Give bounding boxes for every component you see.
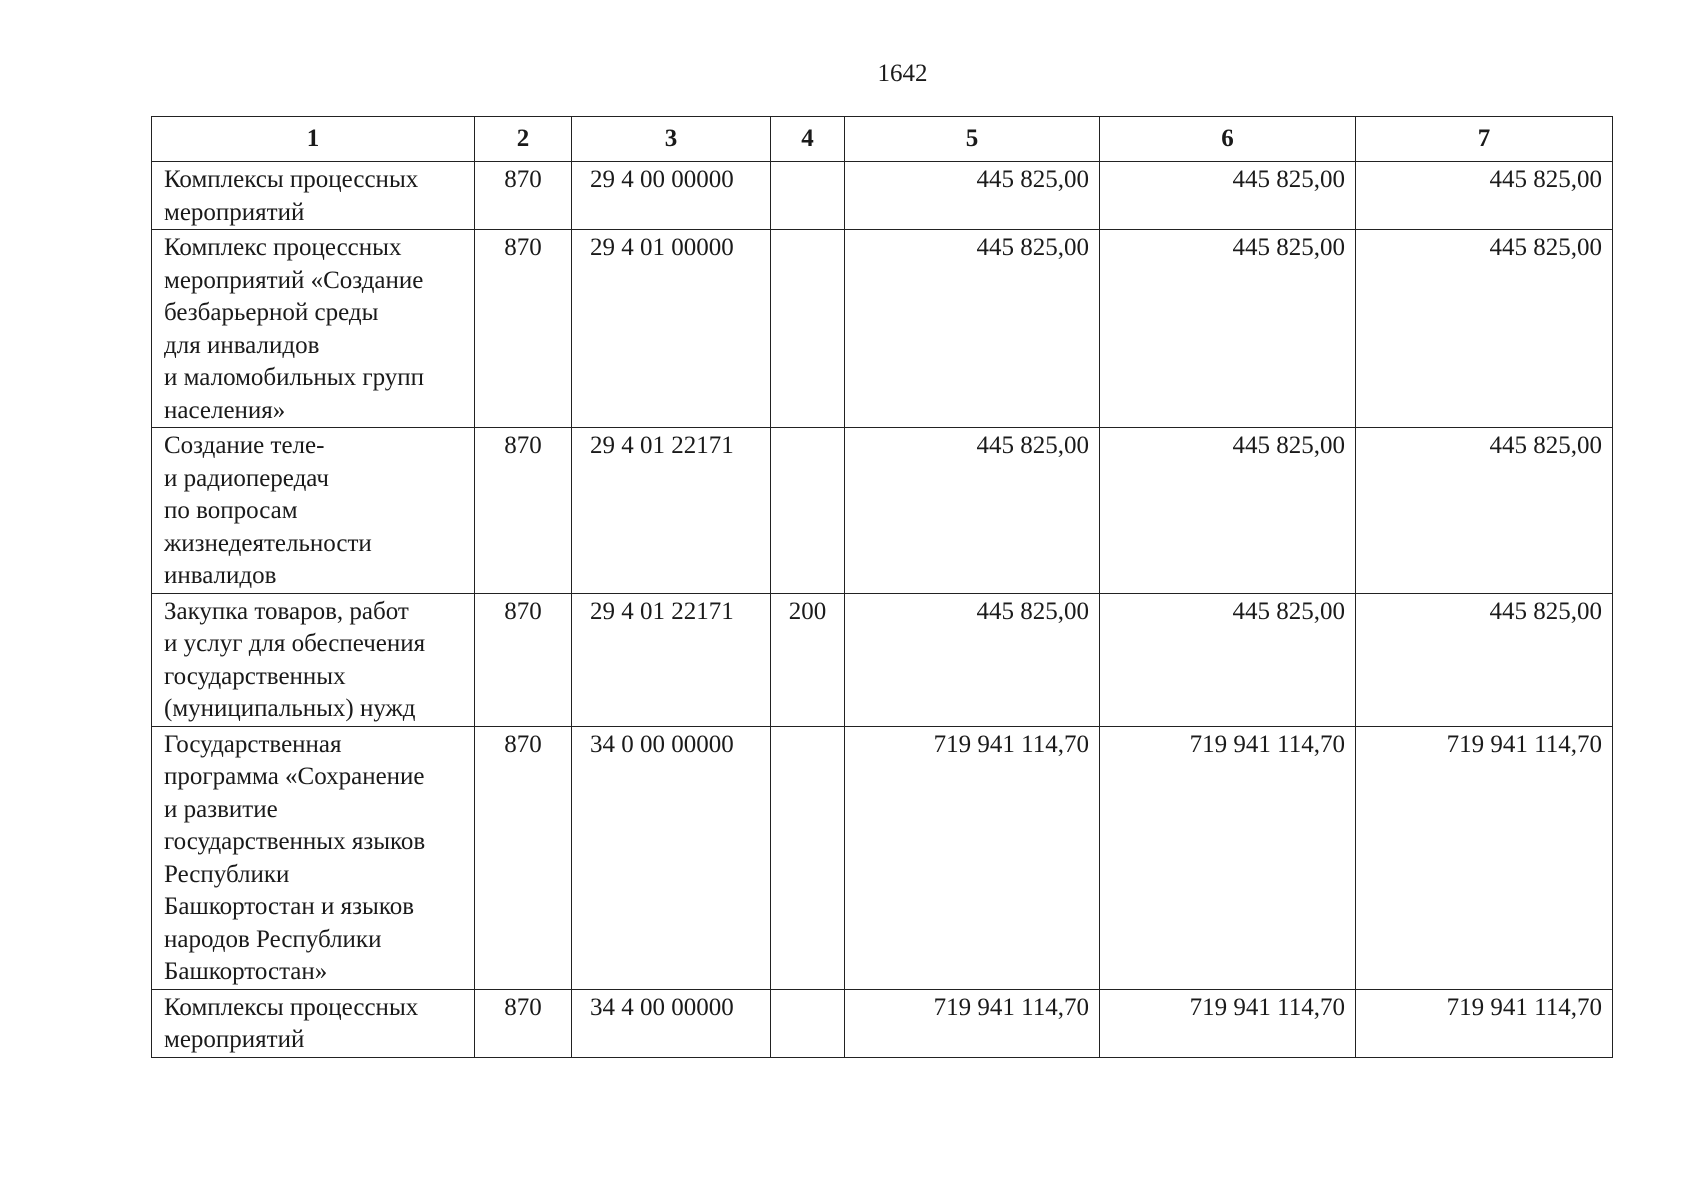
row-ministry-code: 870 (475, 593, 572, 726)
row-amount-1: 445 825,00 (845, 162, 1100, 230)
row-name: Создание теле- и радиопередач по вопросам жизнедеятельности инвалидов (152, 428, 475, 594)
page-number: 1642 (877, 60, 928, 87)
row-amount-2: 719 941 114,70 (1100, 989, 1356, 1057)
row-target-code: 29 4 01 22171 (572, 428, 771, 594)
row-target-code: 29 4 00 00000 (572, 162, 771, 230)
row-amount-1: 445 825,00 (845, 428, 1100, 594)
row-name: Комплексы процессных мероприятий (152, 162, 475, 230)
row-expense-type (771, 230, 845, 428)
row-amount-3: 719 941 114,70 (1356, 726, 1613, 989)
header-row (152, 117, 1613, 162)
table-row (152, 726, 1613, 989)
header-col-3: 3 (572, 117, 771, 162)
row-amount-3: 719 941 114,70 (1356, 989, 1613, 1057)
row-amount-2: 445 825,00 (1100, 593, 1356, 726)
row-expense-type: 200 (771, 593, 845, 726)
row-ministry-code: 870 (475, 162, 572, 230)
header-col-7: 7 (1356, 117, 1613, 162)
row-expense-type (771, 428, 845, 594)
row-target-code: 29 4 01 22171 (572, 593, 771, 726)
row-expense-type (771, 162, 845, 230)
table-row (152, 593, 1613, 726)
row-name: Комплексы процессных мероприятий (152, 989, 475, 1057)
row-amount-2: 719 941 114,70 (1100, 726, 1356, 989)
header-col-5: 5 (845, 117, 1100, 162)
row-name: Комплекс процессных мероприятий «Создание безбарьерной среды для инвалидов и маломобильных групп населения» (152, 230, 475, 428)
row-amount-3: 445 825,00 (1356, 428, 1613, 594)
table-row (152, 162, 1613, 230)
table-row (152, 230, 1613, 428)
table-row (152, 428, 1613, 594)
row-ministry-code: 870 (475, 230, 572, 428)
row-amount-3: 445 825,00 (1356, 162, 1613, 230)
row-ministry-code: 870 (475, 989, 572, 1057)
header-col-4: 4 (771, 117, 845, 162)
row-amount-1: 445 825,00 (845, 593, 1100, 726)
header-col-1: 1 (152, 117, 475, 162)
row-amount-2: 445 825,00 (1100, 162, 1356, 230)
row-target-code: 34 0 00 00000 (572, 726, 771, 989)
row-target-code: 29 4 01 00000 (572, 230, 771, 428)
row-amount-3: 445 825,00 (1356, 593, 1613, 726)
row-name: Закупка товаров, работ и услуг для обеспечения государственных (муниципальных) нужд (152, 593, 475, 726)
budget-table (151, 116, 1613, 1058)
row-ministry-code: 870 (475, 726, 572, 989)
row-amount-1: 719 941 114,70 (845, 726, 1100, 989)
row-amount-1: 719 941 114,70 (845, 989, 1100, 1057)
row-amount-3: 445 825,00 (1356, 230, 1613, 428)
row-expense-type (771, 989, 845, 1057)
header-col-2: 2 (475, 117, 572, 162)
row-ministry-code: 870 (475, 428, 572, 594)
table-row (152, 989, 1613, 1057)
row-amount-2: 445 825,00 (1100, 428, 1356, 594)
row-amount-2: 445 825,00 (1100, 230, 1356, 428)
row-name: Государственная программа «Сохранение и развитие государственных языков Республики Башкортостан и языков народов Республики Башкортостан» (152, 726, 475, 989)
row-expense-type (771, 726, 845, 989)
header-col-6: 6 (1100, 117, 1356, 162)
row-target-code: 34 4 00 00000 (572, 989, 771, 1057)
row-amount-1: 445 825,00 (845, 230, 1100, 428)
